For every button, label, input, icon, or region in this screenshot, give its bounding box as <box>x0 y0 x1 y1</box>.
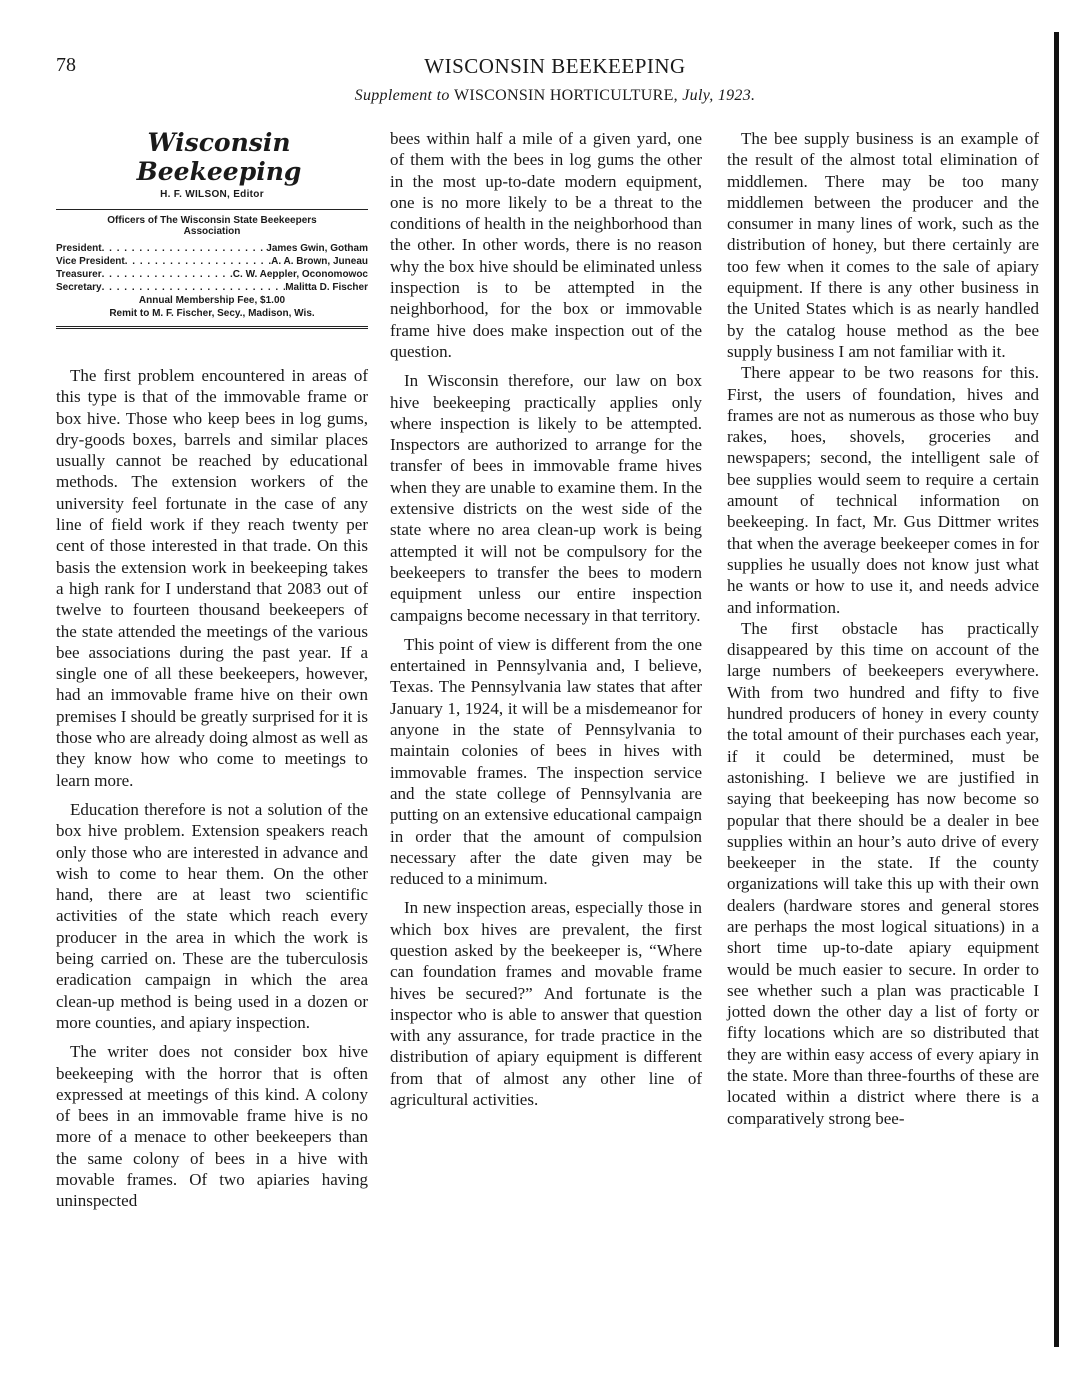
article-paragraph: In new inspection areas, especially those in which box hives are prevalent, the first question asked by the beekeeper is, “Where can foundation frames and movable frame hives be secured?” And fortunate is the inspector who is able to answer that question with any assurance, for trade practice in the distribution of apiary equipment is different from that of almost any other line of agricultural activities. <box>390 898 702 1110</box>
officers-title: Officers of The Wisconsin State Beekeepers Association <box>107 215 317 237</box>
article-paragraph: bees within half a mile of a given yard, one of them with the bees in log gums the other in the most up-to-date modern equipment, one is no more likely to be a threat to the conditions of health in the neighborhood than the other. In other words, there is no reason why the box hive should be eliminated unless inspection is to be attempted in the neighborhood, for the box or immovable frame hive does make inspection out of the question. <box>390 129 702 361</box>
column-3 <box>727 128 1039 1129</box>
officers-list <box>56 242 368 294</box>
article-paragraph: Education therefore is not a solution of the box hive problem. Extension speakers reach only those who are interested in advance and wish to come to hear them. On the other hand, there are at least two scientific activities of the state which reach every producer in the area in which the work is being carried on. These are the tuberculosis eradication campaign in which the area clean-up method is being used in a dozen or more counties, and apiary inspection. <box>56 799 368 1032</box>
masthead-double-rule <box>56 326 368 329</box>
dot-leader <box>102 281 286 294</box>
officer-name: A. A. Brown, Juneau <box>271 256 368 267</box>
article-paragraph: The first obstacle has practically disappeared by this time on account of the large numbers of beekeepers everywhere. With from two hundred and fifty to five hundred producers of honey in every county the total amount of their purchases each year, if it could be determined, must be astonishing. I believe we are justified in saying that beekeeping has now become so popular that there should be a dealer in bee supplies within an hour’s auto drive of every beekeeper in the state. If the county organizations will take this up with their own dealers (hardware stores and general stores are perhaps the most logical situations) in a short time up-to-date apiary equipment would be much easier to secure. In order to see whether such a plan was practicable I jotted down the other day a list of forty or fifty locations which are so distributed that they are within easy access of every apiary in the state. More than three-fourths of these are located within a district where there is a comparatively strong bee- <box>727 618 1039 1128</box>
column-1-text <box>56 365 368 1212</box>
officer-role: Vice President <box>56 256 125 267</box>
supplement-publication: WISCONSIN HORTICULTURE, <box>453 87 678 104</box>
article-paragraph: The first problem encountered in areas of this type is that of the immovable frame or box hive. Those who keep bees in log gums, dry-goods boxes, barrels and similar places usually cannot be reached by educational methods. The extension workers of the university feel fortunate in the case of any line of field work if they reach twenty per cent of those interested in that trade. On this basis the extension work in beekeeping takes a high rank for I understand that 2083 out of twelve to fourteen thousand beekeepers of the state attended the meetings of the various bee associations during the past year. If a single one of all these beekeepers, however, had an immovable frame hive on their own premises I should be greatly surprised for it is those who are already doing almost as well as they know how who come to meetings to learn more. <box>56 366 368 790</box>
officer-role: Treasurer <box>56 269 102 280</box>
running-title: WISCONSIN BEEKEEPING <box>424 54 686 78</box>
dot-leader <box>102 268 233 281</box>
officer-row <box>56 268 368 281</box>
officer-row <box>56 281 368 294</box>
column-1 <box>56 128 368 1212</box>
officer-role: President <box>56 243 102 254</box>
article-paragraph: In Wisconsin therefore, our law on box hive beekeeping practically applies only where inspection is likely to be attempted. Inspectors are authorized to arrange for the transfer of bees in immovable frame hives when they are unable to examine them. In the extensive districts on the west side of the state where no area clean-up work is being attempted it will not be compulsory for the beekeepers to transfer the bees to modern equipment unless our entire inspection campaigns become necessary in that territory. <box>390 371 702 625</box>
supplement-prefix: Supplement to <box>354 87 454 104</box>
article-paragraph: The writer does not consider box hive beekeeping with the horror that is often expressed at meetings of this kind. A colony of bees in an immovable frame hive is no more of a menace to other beekeepers than the same colony of bees in a hive with movable frames. Of two apiaries having uninspected <box>56 1042 368 1211</box>
masthead-title: Wisconsin Beekeeping <box>136 128 302 186</box>
remit-line: Remit to M. F. Fischer, Secy., Madison, Wis. <box>109 308 315 319</box>
officer-name: James Gwin, Gotham <box>266 243 368 254</box>
supplement-line <box>0 87 1090 105</box>
officer-name: C. W. Aeppler, Oconomowoc <box>232 269 368 280</box>
officer-name: Malitta D. Fischer <box>285 282 368 293</box>
membership-fee: Annual Membership Fee, $1.00 <box>138 295 286 306</box>
officer-role: Secretary <box>56 282 102 293</box>
article-paragraph: This point of view is different from the one entertained in Pennsylvania and, I believe, Texas. The Pennsylvania law states that after January 1, 1924, it will be a misdemeanor for anyone in the state of Pennsylvania to maintain colonies of bees in hives with immovable frames. The inspection service and the state college of Pennsylvania are putting on an extensive educational campaign in order that the amount of compulsion necessary after the date given may be reduced to a minimum. <box>390 634 702 889</box>
article-paragraph: The bee supply business is an example of the result of the almost total elimination of middlemen. There may be too many middlemen between the producer and the consumer in many lines of work, such as the distribution of honey, but there certainly are too few when it comes to the sale of apiary equipment. If there is any other business in the United States which is as nearly handled by the catalog house method as the bee supply business I am not familiar with it. <box>727 129 1039 361</box>
article-paragraph: There appear to be two reasons for this. First, the users of foundation, hives and frames are not as numerous as those who buy rakes, hoes, shovels, groceries and newspapers; second, the intelligent sale of bee supplies would seem to require a certain amount of technical information on beekeeping. In fact, Mr. Gus Dittmer writes that when the average beekeeper comes in for supplies he usually does not know just what he wants or how to use it, and needs advice and information. <box>727 363 1039 617</box>
page-edge-rule <box>1054 32 1059 1347</box>
dot-leader <box>125 255 271 268</box>
officer-row <box>56 242 368 255</box>
masthead-divider <box>56 209 368 210</box>
column-2 <box>390 128 702 1110</box>
page-number: 78 <box>56 54 76 76</box>
dot-leader <box>102 242 267 255</box>
masthead-editor: H. F. WILSON, Editor <box>160 189 264 200</box>
supplement-date: July, 1923. <box>677 87 756 104</box>
officer-row <box>56 255 368 268</box>
